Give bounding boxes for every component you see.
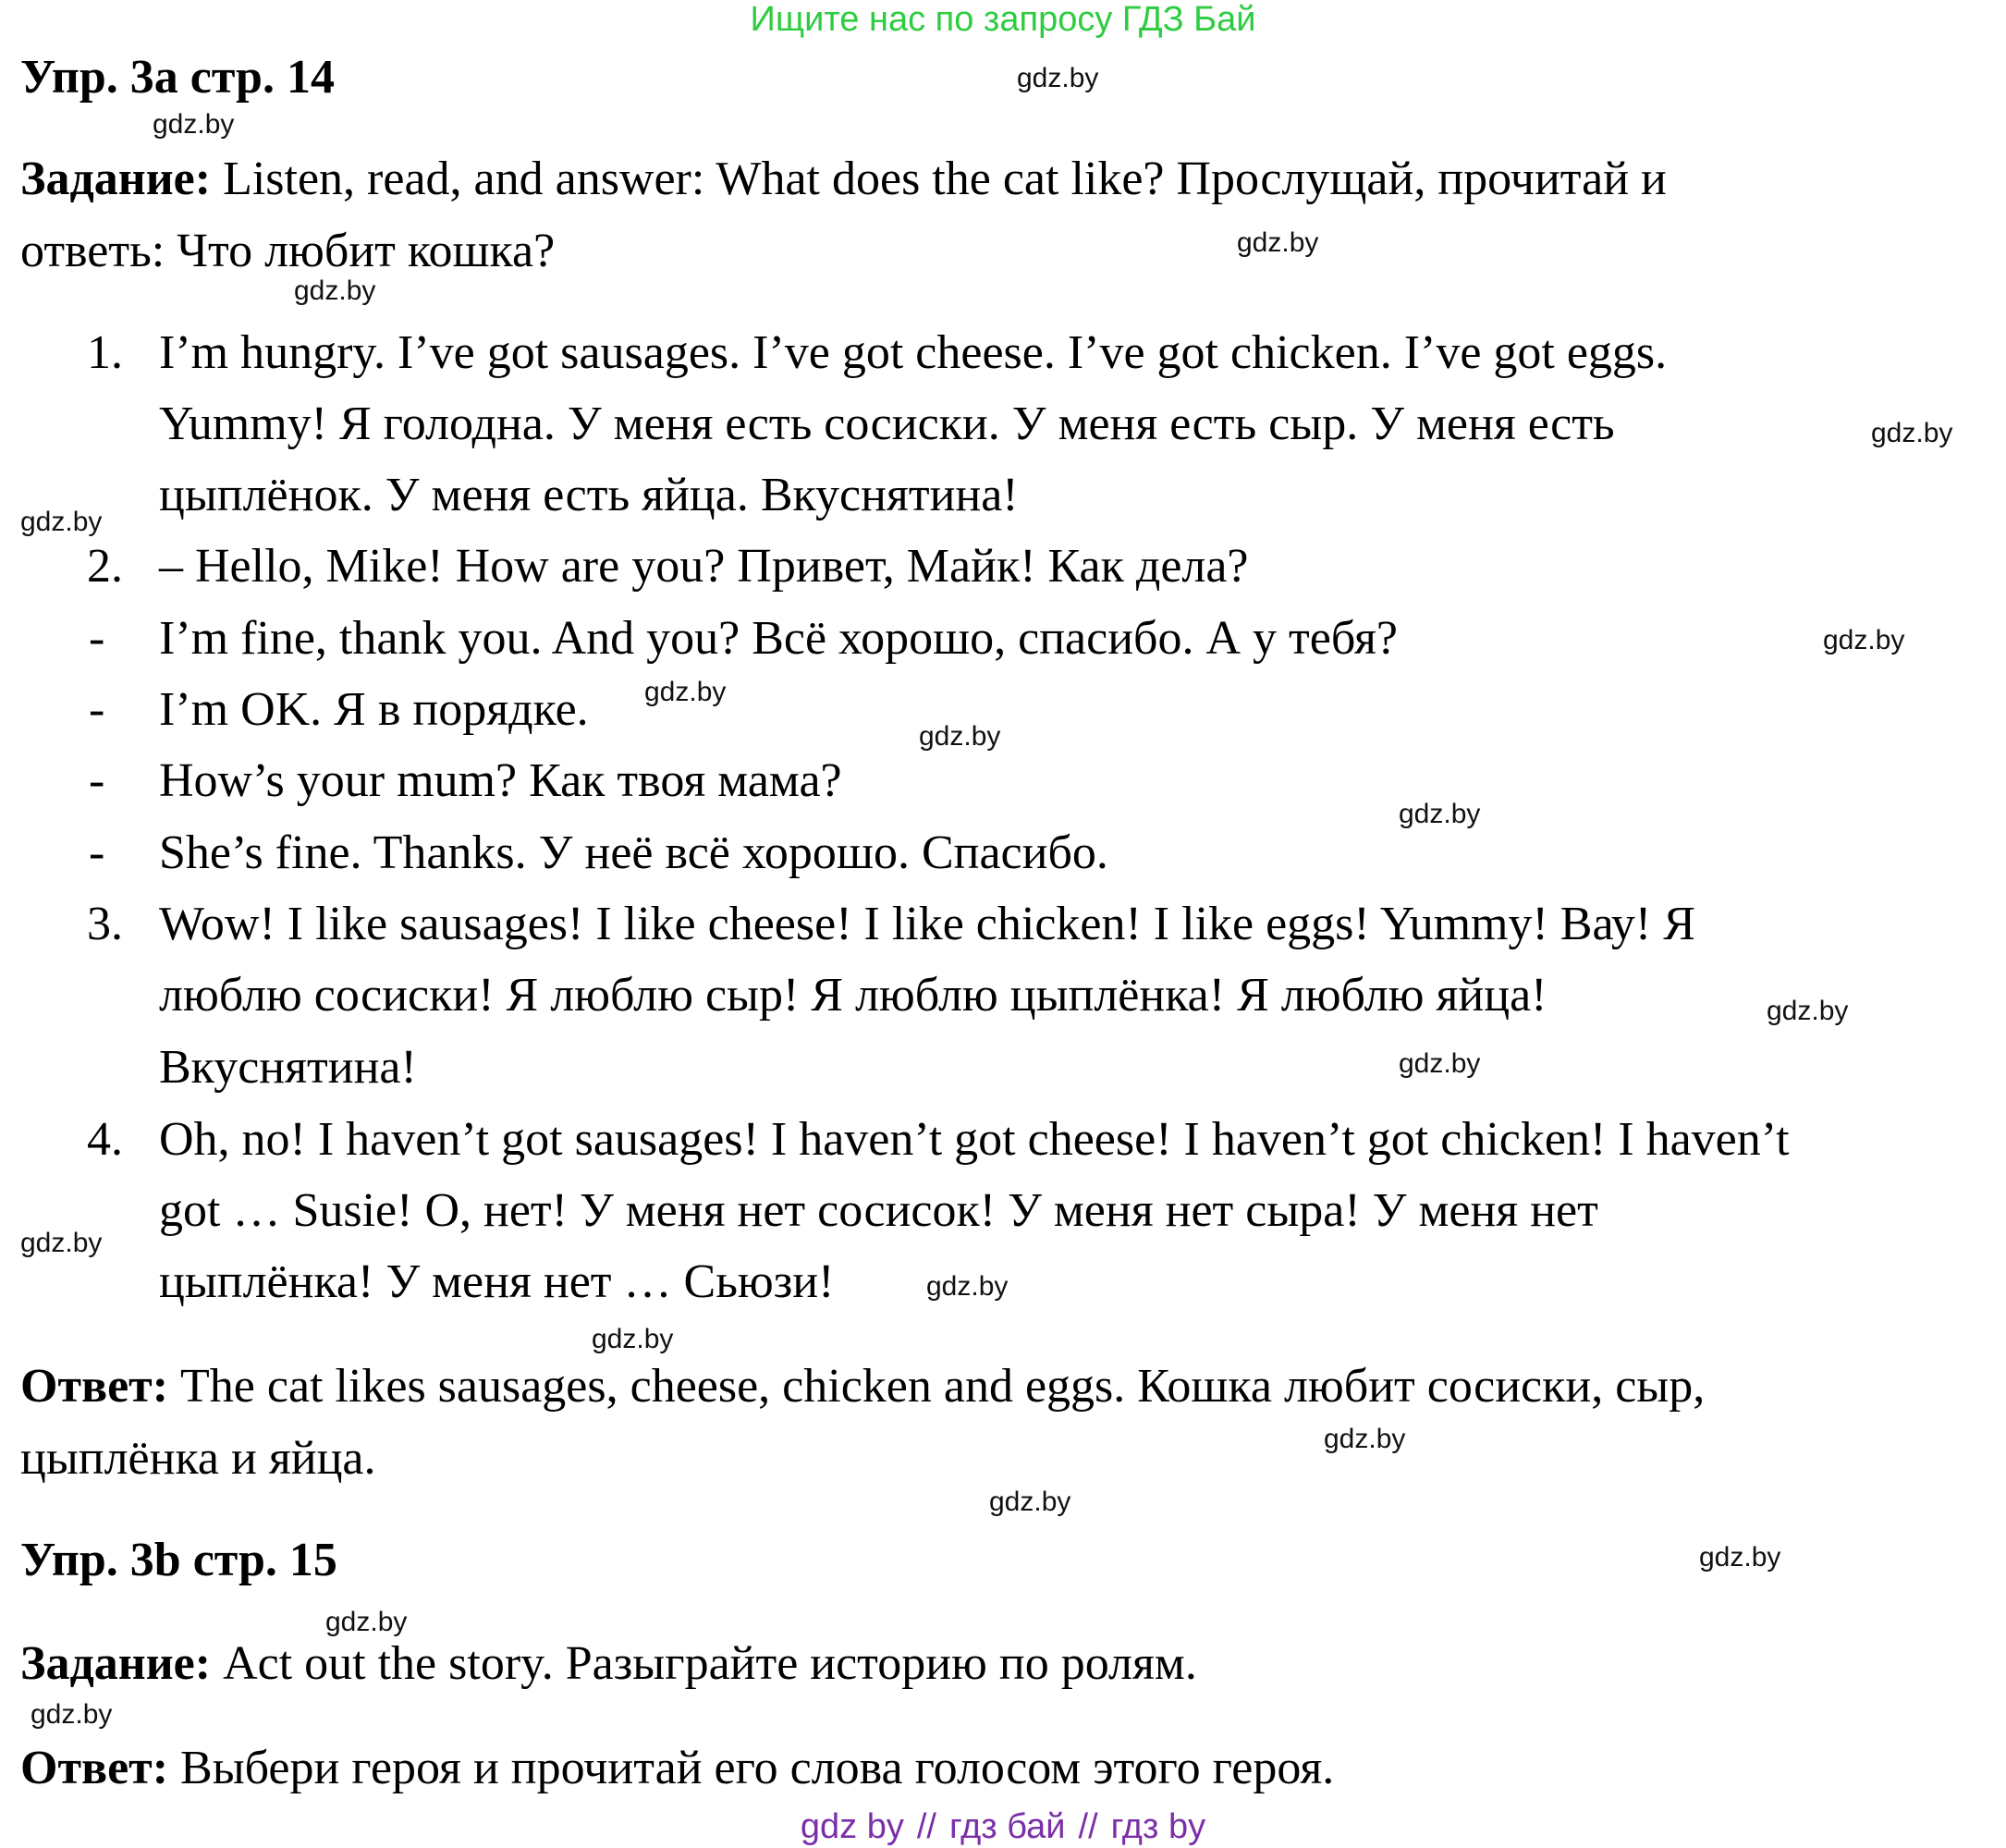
dialogue-line: I’m OK. Я в порядке. [159,683,589,736]
item-1-line-1: I’m hungry. I’ve got sausages. I’ve got cheese. I’ve got chicken. I’ve got eggs. [159,326,1668,379]
item-4-line-1: Oh, no! I haven’t got sausages! I haven’t got cheese! I haven’t got chicken! I haven’t [159,1113,1790,1166]
item-3-line-1: Wow! I like sausages! I like cheese! I like chicken! I like eggs! Yummy! Вау! Я [159,898,1695,950]
item-number: 4. [87,1113,123,1166]
item-4-line-3: цыплёнка! У меня нет … Сьюзи! [159,1255,835,1308]
watermark: gdz.by [926,1271,1009,1302]
exercise-3b-heading: Упр. 3b стр. 15 [20,1534,337,1586]
watermark: gdz.by [1017,63,1099,93]
footer-link-gdz-by-cyr[interactable]: гдз by [1110,1807,1206,1846]
task-text: Listen, read, and answer: What does the cat like? Прослущай, прочитай и [211,153,1667,205]
footer-links [0,1807,2006,1847]
watermark: gdz.by [325,1607,408,1637]
answer-label: Ответ: [20,1742,169,1794]
exercise-3b-answer [20,1741,1334,1795]
answer-text: Выбери героя и прочитай его слова голосом этого героя. [168,1742,1335,1794]
watermark: gdz.by [1871,418,1953,448]
footer-separator: // [1078,1807,1098,1846]
exercise-3a-task-cont: ответь: Что любит кошка? [20,225,556,277]
watermark: gdz.by [592,1324,674,1354]
watermark: gdz.by [1324,1424,1406,1454]
dialogue-mark: - [89,683,105,736]
dialogue-mark: - [89,612,105,665]
footer-link-gdz-bai[interactable]: гдз бай [948,1807,1066,1846]
watermark: gdz.by [1767,996,1849,1026]
dialogue-line: I’m fine, thank you. And you? Всё хорошо, спасибо. А у тебя? [159,612,1398,665]
watermark: gdz.by [20,507,103,537]
dialogue-line: How’s your mum? Как твоя мама? [159,754,842,807]
answer-text: The cat likes sausages, cheese, chicken and eggs. Кошка любит сосиски, сыр, [168,1360,1706,1413]
watermark: gdz.by [1237,227,1319,258]
item-3-line-3: Вкуснятина! [159,1041,417,1094]
footer-link-gdz-by[interactable]: gdz by [800,1807,904,1846]
dialogue-mark: - [89,826,105,879]
item-2-line-1: – Hello, Mike! How are you? Привет, Майк! Как дела? [159,540,1249,593]
watermark: gdz.by [31,1699,113,1730]
exercise-3a-answer [20,1359,1705,1414]
item-1-line-2: Yummy! Я голодна. У меня есть сосиски. У меня есть сыр. У меня есть [159,398,1615,450]
task-label: Задание: [20,1637,212,1690]
item-1-line-3: цыплёнок. У меня есть яйца. Вкуснятина! [159,469,1019,521]
watermark: gdz.by [644,677,727,707]
watermark: gdz.by [919,721,1001,752]
watermark: gdz.by [1399,1048,1481,1079]
exercise-3a-task [20,152,1667,206]
promo-banner[interactable]: Ищите нас по запросу ГДЗ Бай [750,0,1256,39]
exercise-3a-heading: Упр. 3a стр. 14 [20,51,335,104]
exercise-3b-task [20,1636,1197,1691]
watermark: gdz.by [1823,625,1905,655]
footer-separator: // [916,1807,936,1846]
dialogue-line: She’s fine. Thanks. У неё всё хорошо. Спасибо. [159,826,1108,879]
watermark: gdz.by [294,275,376,306]
dialogue-mark: - [89,754,105,807]
item-number: 2. [87,540,123,593]
item-4-line-2: got … Susie! О, нет! У меня нет сосисок! У меня нет сыра! У меня нет [159,1184,1598,1237]
task-label: Задание: [20,153,212,205]
watermark: gdz.by [20,1228,103,1258]
item-3-line-2: люблю сосиски! Я люблю сыр! Я люблю цыплёнка! Я люблю яйца! [159,969,1547,1022]
item-number: 1. [87,326,123,379]
watermark: gdz.by [1699,1542,1781,1573]
answer-label: Ответ: [20,1360,169,1413]
watermark: gdz.by [153,109,235,140]
exercise-3a-answer-cont: цыплёнка и яйца. [20,1432,376,1485]
watermark: gdz.by [1399,799,1481,829]
item-number: 3. [87,898,123,950]
task-text: Act out the story. Разыграйте историю по ролям. [211,1637,1197,1690]
watermark: gdz.by [989,1487,1071,1517]
